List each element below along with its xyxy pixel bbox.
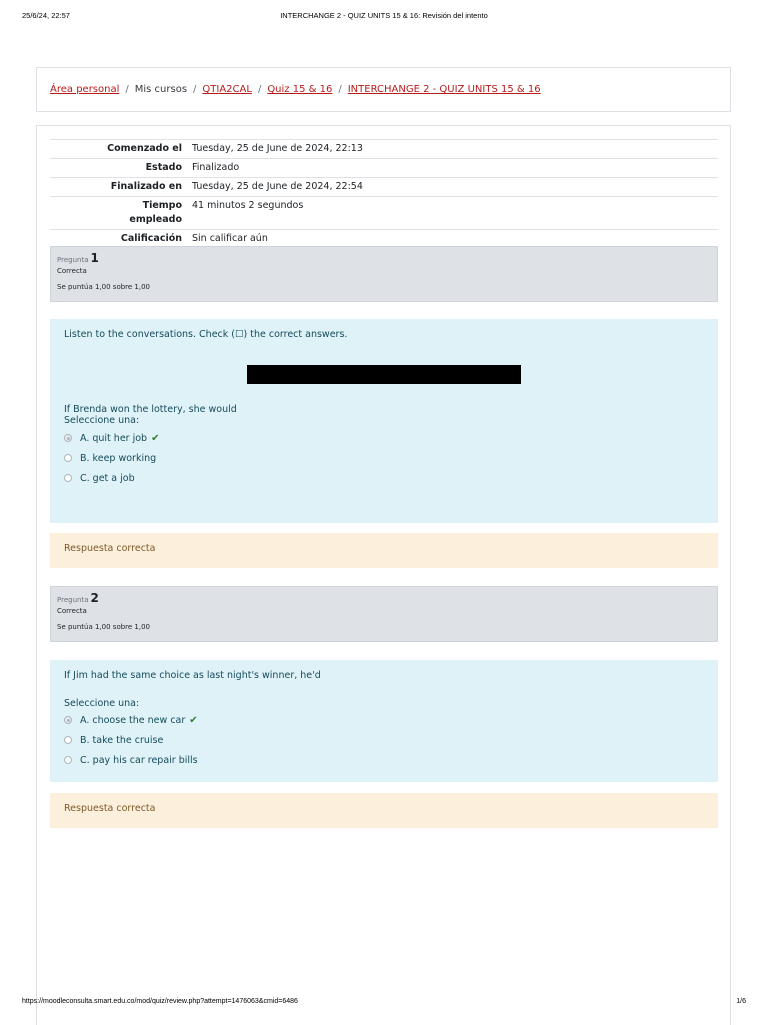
question-state: Correcta <box>57 267 87 275</box>
answer-label: A. quit her job <box>80 432 148 444</box>
breadcrumb-course-link[interactable]: QTIA2CAL <box>202 84 252 95</box>
summary-row <box>50 159 718 178</box>
select-one-label: Seleccione una: <box>64 698 140 709</box>
breadcrumb-card <box>36 67 731 112</box>
answer-label: C. get a job <box>80 472 135 484</box>
answer-label: B. take the cruise <box>80 734 164 746</box>
question-1-info <box>50 246 718 302</box>
radio[interactable] <box>64 756 72 764</box>
summary-value: Tuesday, 25 de June de 2024, 22:13 <box>187 140 718 159</box>
print-header <box>22 11 746 23</box>
answer-option-c[interactable] <box>64 750 704 770</box>
question-grade: Se puntúa 1,00 sobre 1,00 <box>57 623 151 631</box>
radio-selected[interactable] <box>64 716 72 724</box>
correct-check-icon: ✔ <box>151 432 160 444</box>
answer-label: C. pay his car repair bills <box>80 754 198 766</box>
radio[interactable] <box>64 736 72 744</box>
summary-label: Tiempo empleado <box>50 197 187 230</box>
summary-value: Finalizado <box>187 159 718 178</box>
breadcrumb-separator: / <box>338 84 342 95</box>
feedback-text: Respuesta correcta <box>64 543 156 554</box>
summary-label: Comenzado el <box>50 140 187 159</box>
question-2-feedback <box>50 793 718 828</box>
select-one-label: Seleccione una: <box>64 415 140 426</box>
question-state: Correcta <box>57 607 87 615</box>
print-date: 25/6/24, 22:57 <box>22 11 70 20</box>
question-number-value: 1 <box>90 251 99 265</box>
answer-label: B. keep working <box>80 452 157 464</box>
print-page-number: 1/6 <box>736 998 746 1005</box>
answer-option-a[interactable] <box>64 710 704 730</box>
question-prefix: Pregunta <box>57 596 89 604</box>
breadcrumb-section-link[interactable]: Quiz 15 & 16 <box>267 84 333 95</box>
question-prompt: If Jim had the same choice as last night's winner, he'd <box>64 670 321 681</box>
print-footer <box>22 998 746 1010</box>
attempt-summary-table <box>50 139 718 249</box>
print-url: https://moodleconsulta.smart.edu.co/mod/quiz/review.php?attempt=1476063&cmid=6486 <box>22 998 298 1005</box>
radio-selected[interactable] <box>64 434 72 442</box>
summary-value: 41 minutos 2 segundos <box>187 197 718 230</box>
answer-option-c[interactable] <box>64 468 704 488</box>
answer-option-a[interactable] <box>64 428 704 448</box>
breadcrumb-quiz-link[interactable]: INTERCHANGE 2 - QUIZ UNITS 15 & 16 <box>347 84 541 95</box>
breadcrumb-separator: / <box>193 84 197 95</box>
summary-label: Finalizado en <box>50 178 187 197</box>
breadcrumb-separator: / <box>257 84 262 95</box>
question-instruction: Listen to the conversations. Check (☐) the correct answers. <box>64 329 348 340</box>
question-prefix: Pregunta <box>57 256 89 264</box>
question-prompt: If Brenda won the lottery, she would <box>64 404 237 415</box>
summary-label: Calificación <box>50 230 187 249</box>
question-1-content <box>50 319 718 523</box>
radio[interactable] <box>64 474 72 482</box>
question-2-content <box>50 660 718 782</box>
summary-row <box>50 178 718 197</box>
question-grade: Se puntúa 1,00 sobre 1,00 <box>57 283 151 291</box>
audio-player[interactable] <box>247 365 521 384</box>
breadcrumb-home-link[interactable]: Área personal <box>50 84 120 95</box>
summary-row <box>50 197 718 230</box>
summary-value: Sin calificar aún <box>187 230 718 249</box>
print-title: INTERCHANGE 2 - QUIZ UNITS 15 & 16: Revisión del intento <box>280 11 488 20</box>
summary-value: Tuesday, 25 de June de 2024, 22:54 <box>187 178 718 197</box>
question-number <box>57 251 711 265</box>
breadcrumb-my-courses: Mis cursos <box>134 84 188 95</box>
question-2-info <box>50 586 718 642</box>
answer-label: A. choose the new car <box>80 714 186 726</box>
question-number <box>57 591 711 605</box>
breadcrumb-separator: / <box>125 84 129 95</box>
summary-label: Estado <box>50 159 187 178</box>
radio[interactable] <box>64 454 72 462</box>
question-number-value: 2 <box>90 591 99 605</box>
answer-option-b[interactable] <box>64 730 704 750</box>
feedback-text: Respuesta correcta <box>64 803 156 814</box>
summary-row <box>50 140 718 159</box>
breadcrumb <box>50 84 541 95</box>
correct-check-icon: ✔ <box>189 714 198 726</box>
question-1-feedback <box>50 533 718 568</box>
answer-option-b[interactable] <box>64 448 704 468</box>
